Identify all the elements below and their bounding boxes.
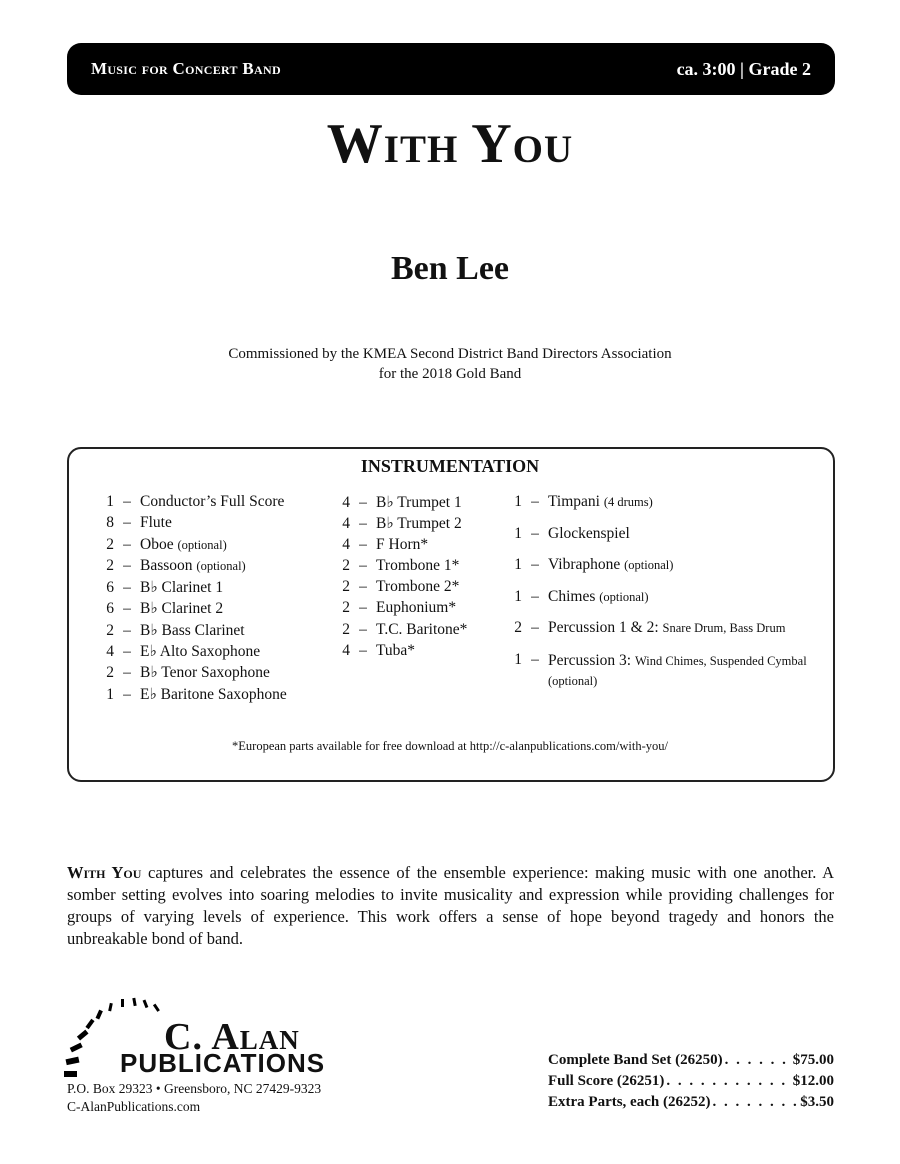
instrument-qty: 6 — [106, 579, 114, 597]
instrument-qty: 2 — [342, 599, 350, 617]
instrumentation-column-3 — [508, 493, 818, 691]
instrument-name: Euphonium* — [376, 599, 457, 617]
instrument-name: Bassoon — [140, 556, 193, 574]
instrument-note: Snare Drum, Bass Drum — [662, 621, 786, 635]
instrument-row: 2 – B♭ Tenor Saxophone — [100, 663, 287, 684]
description-text: captures and celebrates the essence of the ensemble experience: making music with one another. A somber setting evolves into soaring melodies to invite musicality and expression while providing challenges for groups of varying levels of experience. This work offers a sense of hope beyond tragedy and honors the unbreakable bond of band. — [67, 863, 835, 948]
instrument-qty: 2 — [514, 619, 522, 636]
instrument-row: 2 – T.C. Baritone* — [336, 621, 467, 642]
instrument-qty: 4 — [342, 494, 350, 511]
instrument-name: Trombone 2* — [376, 578, 460, 596]
instrument-row: 1 – Glockenspiel — [508, 525, 818, 557]
instrument-row: 4 – Tuba* — [336, 642, 467, 663]
instrument-row: 1 – Percussion 3: Wind Chimes, Suspended Cymbal (optional) — [508, 651, 818, 691]
european-parts-footnote: *European parts available for free download at http://c-alanpublications.com/with-you/ — [232, 739, 668, 753]
instrument-row: 4 – B♭ Trumpet 1 — [336, 493, 467, 514]
duration-grade: ca. 3:00 | Grade 2 — [676, 58, 811, 79]
instrument-row: 4 – E♭ Alto Saxophone — [100, 642, 287, 663]
instrument-qty: 1 — [514, 493, 522, 510]
instrument-note: (4 drums) — [603, 495, 653, 509]
instrument-name: T.C. Baritone* — [376, 620, 468, 638]
instrument-note: (optional) — [196, 558, 246, 573]
instrument-row: 4 – F Horn* — [336, 536, 467, 557]
instrument-qty: 1 — [514, 587, 522, 605]
instrument-qty: 2 — [342, 620, 350, 638]
instrument-name: Oboe — [140, 535, 174, 553]
instrument-qty: 2 — [106, 664, 114, 682]
instrument-name: Tuba* — [376, 642, 416, 660]
instrument-row: 1 – Conductor’s Full Score — [100, 493, 287, 514]
instrument-qty: 1 — [514, 556, 522, 573]
instrument-qty: 1 — [106, 493, 114, 510]
publisher-logo — [60, 985, 350, 1085]
instrumentation-column-2 — [336, 493, 467, 663]
instrument-name: Conductor’s Full Score — [140, 493, 285, 510]
price-row — [548, 1094, 834, 1115]
instrument-row: 1 – Timpani (4 drums) — [508, 493, 818, 525]
instrument-name: Chimes — [548, 587, 596, 605]
instrument-qty: 2 — [342, 578, 350, 596]
instrumentation-column-1 — [100, 493, 287, 706]
instrument-qty: 2 — [106, 535, 114, 553]
instrument-row: 2 – Trombone 1* — [336, 557, 467, 578]
instrument-row: 1 – E♭ Baritone Saxophone — [100, 685, 287, 706]
price-row — [548, 1073, 834, 1094]
instrument-row: 4 – B♭ Trumpet 2 — [336, 514, 467, 535]
program-description — [67, 862, 834, 950]
postal-address: P.O. Box 29323 • Greensboro, NC 27429-9323 — [67, 1081, 322, 1096]
instrument-row: 2 – B♭ Bass Clarinet — [100, 621, 287, 642]
description-title: With You — [67, 863, 142, 882]
instrument-name: Flute — [140, 514, 172, 532]
instrument-name: B♭ Bass Clarinet — [140, 621, 245, 639]
instrument-name: Vibraphone — [548, 556, 621, 573]
instrument-name: E♭ Baritone Saxophone — [140, 685, 287, 703]
instrument-row: 2 – Oboe (optional) — [100, 536, 287, 557]
instrumentation-heading: INSTRUMENTATION — [360, 456, 540, 476]
instrument-row: 2 – Euphonium* — [336, 599, 467, 620]
price-list — [548, 1052, 834, 1115]
instrument-row: 8 – Flute — [100, 514, 287, 535]
commission-line-1: Commissioned by the KMEA Second District Band Directors Association — [228, 346, 672, 362]
instrument-name: Percussion 3: — [548, 651, 632, 669]
instrument-qty: 2 — [106, 556, 114, 574]
publisher-name: C. Alan — [164, 1016, 300, 1058]
header-bar — [67, 43, 835, 95]
instrument-name: B♭ Trumpet 2 — [376, 515, 462, 533]
instrument-row: 1 – Vibraphone (optional) — [508, 556, 818, 588]
instrument-name: B♭ Trumpet 1 — [376, 494, 462, 511]
instrument-row: 2 – Percussion 1 & 2: Snare Drum, Bass Drum — [508, 619, 818, 651]
instrument-qty: 4 — [342, 515, 350, 533]
instrument-qty: 4 — [342, 535, 350, 553]
instrument-row: 6 – B♭ Clarinet 2 — [100, 599, 287, 620]
composer-name: Ben Lee — [390, 250, 510, 287]
instrument-name: Trombone 1* — [376, 556, 460, 574]
instrument-name: F Horn* — [376, 535, 429, 553]
instrument-qty: 1 — [514, 650, 522, 668]
instrument-row: 2 – Trombone 2* — [336, 578, 467, 599]
commission-note — [0, 344, 900, 384]
commission-line-2: for the 2018 Gold Band — [378, 366, 522, 382]
publisher-address — [67, 1080, 321, 1116]
instrument-qty: 2 — [342, 556, 350, 574]
instrument-qty: 2 — [106, 621, 114, 639]
price-row — [548, 1052, 834, 1073]
instrument-qty: 4 — [342, 642, 350, 660]
instrument-name: Glockenspiel — [548, 524, 630, 542]
instrument-name: Timpani — [548, 493, 600, 510]
instrument-name: B♭ Clarinet 2 — [140, 600, 224, 618]
instrument-row: 6 – B♭ Clarinet 1 — [100, 578, 287, 599]
instrument-note: (optional) — [624, 558, 674, 572]
price-value: $12.00 — [792, 1073, 834, 1089]
publisher-website: C-AlanPublications.com — [67, 1099, 201, 1114]
price-value: $3.50 — [800, 1094, 834, 1110]
price-label: Complete Band Set (26250) — [548, 1052, 723, 1068]
publisher-subtitle: PUBLICATIONS — [120, 1048, 326, 1078]
instrument-qty: 1 — [514, 524, 522, 542]
instrument-note: Wind Chimes, Suspended Cymbal (optional) — [548, 653, 807, 688]
instrument-note: (optional) — [177, 537, 227, 552]
instrument-name: B♭ Clarinet 1 — [140, 579, 224, 597]
price-value: $75.00 — [792, 1052, 834, 1068]
price-label: Extra Parts, each (26252) — [548, 1094, 711, 1110]
instrument-name: Percussion 1 & 2: — [548, 619, 659, 636]
instrument-name: E♭ Alto Saxophone — [140, 643, 261, 661]
instrument-qty: 8 — [106, 514, 114, 532]
instrument-qty: 4 — [106, 643, 114, 661]
instrument-row: 2 – Bassoon (optional) — [100, 557, 287, 578]
series-label: Music for Concert Band — [91, 59, 281, 78]
price-label: Full Score (26251) — [548, 1073, 665, 1089]
piece-title: With You — [326, 113, 574, 175]
instrument-qty: 6 — [106, 600, 114, 618]
instrument-note: (optional) — [599, 589, 649, 604]
instrument-qty: 1 — [106, 685, 114, 703]
instrument-name: B♭ Tenor Saxophone — [140, 664, 270, 682]
instrument-row: 1 – Chimes (optional) — [508, 588, 818, 620]
